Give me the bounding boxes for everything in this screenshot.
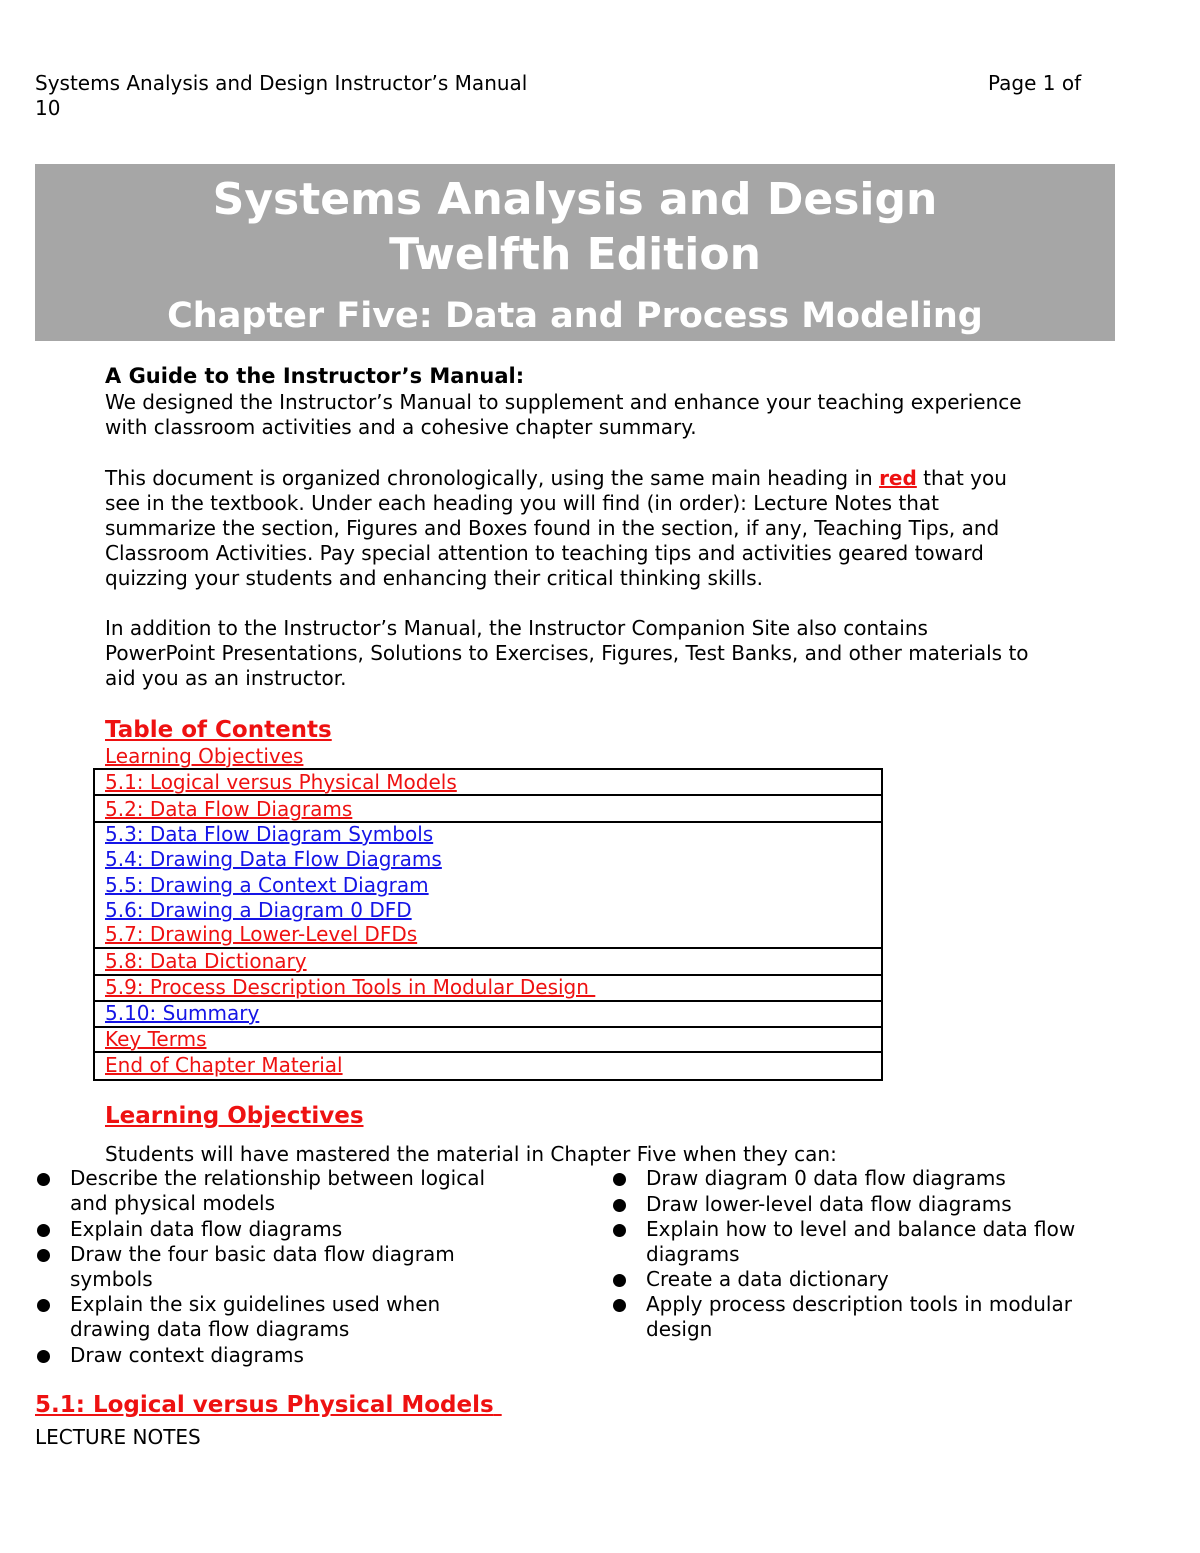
text-line: summarize the section, Figures and Boxes found in the section, if any, Teaching Tips, and (105, 516, 1000, 540)
bullet-icon (37, 1249, 50, 1262)
edition-title: Twelfth Edition (389, 229, 761, 280)
toc-link-5-9[interactable]: 5.9: Process Description Tools in Modular Design (105, 975, 596, 999)
text-line: Draw context diagrams (70, 1343, 304, 1367)
text-line: Explain data flow diagrams (70, 1217, 343, 1241)
learning-objectives-heading: Learning Objectives (105, 1103, 364, 1129)
objective-item (646, 1166, 1006, 1191)
text-line: drawing data flow diagrams (70, 1317, 350, 1341)
guide-paragraph-3 (105, 616, 1029, 691)
section-5-1-heading-text: 5.1: Logical versus Physical Models (35, 1392, 494, 1418)
objective-item (646, 1192, 1012, 1217)
toc-link-5-2[interactable]: 5.2: Data Flow Diagrams (105, 797, 353, 821)
toc-link-5-3[interactable]: 5.3: Data Flow Diagram Symbols (105, 822, 434, 846)
toc-link-end-of-chapter[interactable]: End of Chapter Material (105, 1053, 343, 1077)
toc-heading: Table of Contents (105, 717, 332, 743)
text-line: In addition to the Instructor’s Manual, the Instructor Companion Site also contains (105, 616, 928, 640)
objective-item (646, 1217, 1075, 1267)
red-keyword: red (879, 466, 917, 490)
text-line: design (646, 1317, 713, 1341)
text-line: Classroom Activities. Pay special attention to teaching tips and activities geared toward (105, 541, 984, 565)
toc-link-5-6[interactable]: 5.6: Drawing a Diagram 0 DFD (105, 898, 412, 922)
text-line: Draw diagram 0 data flow diagrams (646, 1166, 1006, 1190)
objective-item (70, 1242, 455, 1292)
toc-link-5-4[interactable]: 5.4: Drawing Data Flow Diagrams (105, 847, 442, 871)
chapter-title: Chapter Five: Data and Process Modeling (167, 296, 983, 336)
bullet-icon (37, 1350, 50, 1363)
text-line: and physical models (70, 1191, 276, 1215)
toc-link-5-1[interactable]: 5.1: Logical versus Physical Models (105, 770, 457, 794)
lecture-notes-label: LECTURE NOTES (35, 1425, 201, 1449)
guide-paragraph-2 (105, 466, 1007, 591)
toc-link-learning-objectives[interactable]: Learning Objectives (105, 744, 304, 768)
text-line: PowerPoint Presentations, Solutions to Exercises, Figures, Test Banks, and other materials to (105, 641, 1029, 665)
guide-paragraph-1 (105, 390, 1022, 440)
bullet-icon (613, 1299, 626, 1312)
page-total: 10 (35, 96, 61, 120)
text-line: Explain how to level and balance data flow (646, 1217, 1076, 1241)
text-line: aid you as an instructor. (105, 666, 347, 690)
bullet-icon (37, 1299, 50, 1312)
bullet-icon (613, 1274, 626, 1287)
objectives-intro: Students will have mastered the material in Chapter Five when they can: (105, 1142, 837, 1166)
bullet-icon (613, 1173, 626, 1186)
objective-item (70, 1166, 485, 1216)
objective-item (646, 1267, 889, 1292)
guide-heading: A Guide to the Instructor’s Manual: (105, 364, 525, 388)
text-line (105, 466, 1007, 491)
toc-link-5-8[interactable]: 5.8: Data Dictionary (105, 949, 307, 973)
objective-item (646, 1292, 1072, 1342)
text-line: Draw the four basic data flow diagram (70, 1242, 455, 1266)
bullet-icon (613, 1199, 626, 1212)
toc-link-5-5[interactable]: 5.5: Drawing a Context Diagram (105, 873, 429, 897)
objective-item (70, 1343, 304, 1368)
text-line: with classroom activities and a cohesive chapter summary. (105, 415, 697, 439)
bullet-icon (37, 1224, 50, 1237)
section-5-1-heading (35, 1391, 502, 1419)
bullet-icon (613, 1224, 626, 1237)
page-number-label: Page 1 of (988, 71, 1082, 95)
toc-link-5-10[interactable]: 5.10: Summary (105, 1001, 260, 1025)
book-title: Systems Analysis and Design (212, 174, 938, 225)
toc-link-5-7[interactable]: 5.7: Drawing Lower-Level DFDs (105, 922, 418, 946)
text-line: Create a data dictionary (646, 1267, 889, 1291)
title-banner (35, 164, 1115, 341)
toc-link-key-terms[interactable]: Key Terms (105, 1027, 207, 1051)
objective-item (70, 1292, 440, 1342)
text-fragment: that you (916, 466, 1007, 490)
text-line: We designed the Instructor’s Manual to supplement and enhance your teaching experience (105, 390, 1022, 414)
text-line: Describe the relationship between logical (70, 1166, 486, 1190)
text-line: diagrams (646, 1242, 740, 1266)
text-line: see in the textbook. Under each heading you will find (in order): Lecture Notes that (105, 491, 940, 515)
objective-item (70, 1217, 342, 1242)
text-line: symbols (70, 1267, 153, 1291)
running-header-title: Systems Analysis and Design Instructor’s Manual (35, 71, 528, 95)
text-line: Apply process description tools in modular (646, 1292, 1072, 1316)
text-line: quizzing your students and enhancing their critical thinking skills. (105, 566, 763, 590)
bullet-icon (37, 1173, 50, 1186)
text-fragment: This document is organized chronologically, using the same main heading in (105, 466, 880, 490)
toc-divider (95, 1026, 881, 1028)
text-line: Explain the six guidelines used when (70, 1292, 441, 1316)
text-line: Draw lower-level data flow diagrams (646, 1192, 1012, 1216)
